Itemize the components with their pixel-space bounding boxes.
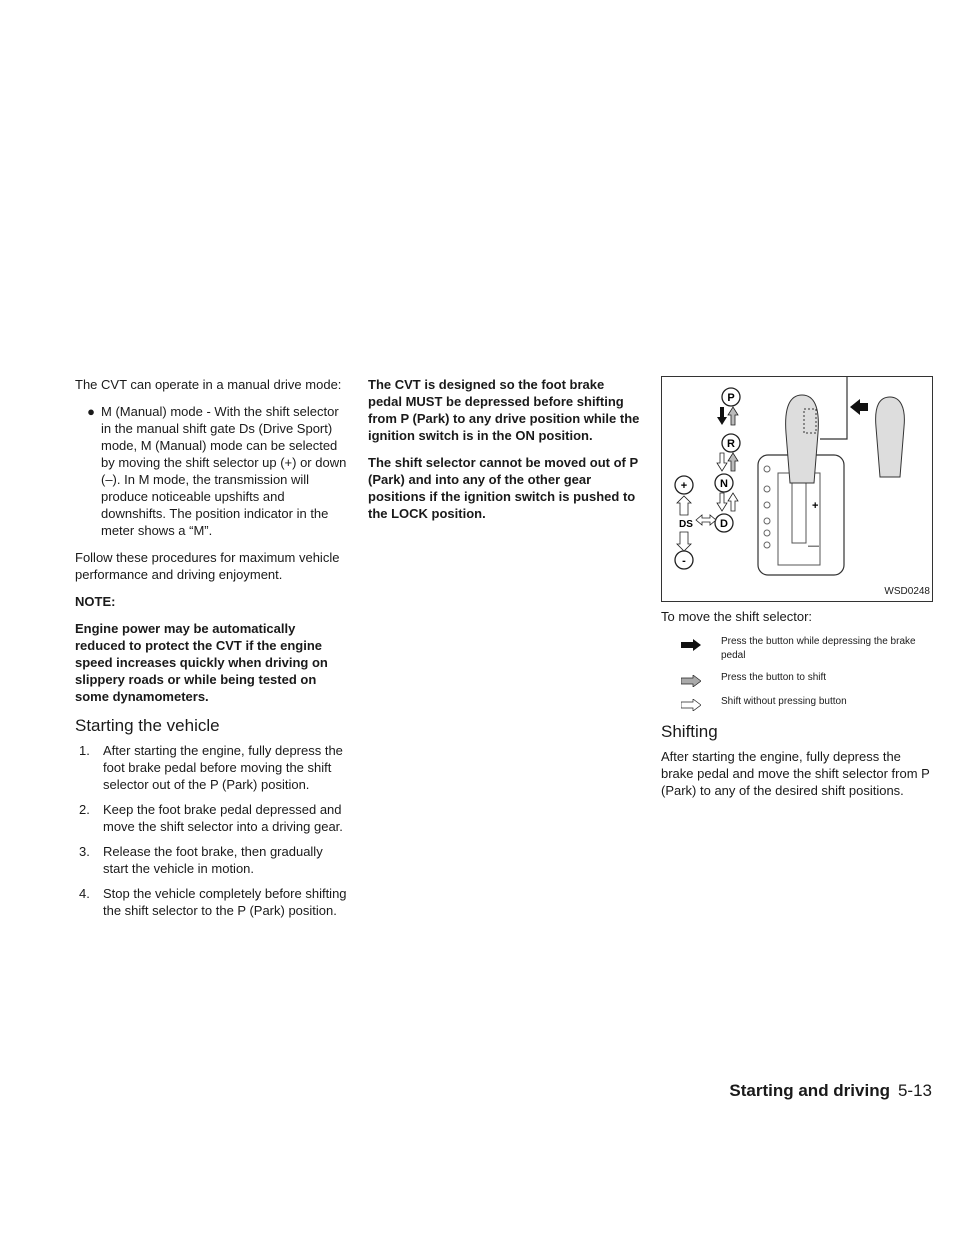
starting-steps	[75, 742, 347, 919]
right-column	[661, 376, 933, 809]
shift-knob	[786, 395, 819, 483]
inset-knob	[876, 397, 905, 477]
gate-slot	[792, 477, 806, 543]
figure-caption: To move the shift selector:	[661, 609, 813, 624]
gate-plus-label: +	[812, 500, 819, 512]
brake-warning-text: The CVT is designed so the foot brake pedal MUST be depressed before shifting from P (Park) to any drive position while the ignition switch is in the ON position.	[368, 377, 640, 443]
list-item	[75, 801, 347, 835]
outline-arrow-icon	[677, 532, 691, 551]
step-number: 3.	[79, 844, 90, 859]
manual-mode-bullet	[75, 403, 347, 539]
step-number: 1.	[79, 743, 90, 758]
intro-text: The CVT can operate in a manual drive mode:	[75, 377, 342, 392]
gear-d-label: D	[720, 518, 728, 530]
ds-label: DS	[679, 519, 693, 530]
inset-pointer	[820, 377, 847, 439]
list-item	[75, 885, 347, 919]
gear-n-label: N	[720, 478, 728, 490]
outline-arrow-icon	[677, 496, 691, 515]
note-label: NOTE:	[75, 594, 116, 609]
middle-column	[368, 376, 640, 532]
section-title: Starting and driving	[729, 1081, 890, 1100]
step-text: Stop the vehicle completely before shifting the shift selector to the P (Park) position.	[103, 886, 347, 918]
gear-indicators	[764, 466, 770, 548]
outline-arrow-icon	[717, 453, 727, 471]
gear-p-label: P	[727, 392, 735, 404]
page-number: 5-13	[897, 1081, 932, 1100]
follow-text: Follow these procedures for maximum vehicle performance and driving enjoyment.	[75, 550, 340, 582]
solid-arrow-icon	[850, 399, 868, 415]
legend-text: Press the button while depressing the brake pedal	[721, 636, 916, 661]
list-item	[75, 843, 347, 877]
legend-row	[661, 635, 933, 663]
hatched-arrow-icon	[728, 453, 738, 471]
bullet-mark: ●	[87, 404, 95, 419]
page-footer	[729, 1081, 932, 1101]
shift-diagram	[662, 377, 932, 601]
shifting-text: After starting the engine, fully depress the brake pedal and move the shift selector from P (Park) to any of the desired shift positions.	[661, 749, 930, 798]
step-text: After starting the engine, fully depress the foot brake pedal before moving the shift selector out of the P (Park) position.	[103, 743, 343, 792]
shifting-heading: Shifting	[661, 722, 718, 741]
left-column	[75, 376, 347, 927]
hatched-arrow-icon	[728, 407, 738, 425]
step-text: Keep the foot brake pedal depressed and move the shift selector into a driving gear.	[103, 802, 343, 834]
manual-mode-text: M (Manual) mode - With the shift selector in the manual shift gate Ds (Drive Sport) mode, M (Manual) mode can be selected by moving the shift selector up (+) or down (–). In M mode, the transmission will produce noticeable upshifts and downshifts. The position indicator in the meter shows a “M”.	[101, 404, 347, 538]
minus-label: -	[682, 555, 686, 567]
plus-label: +	[680, 480, 688, 492]
outline-arrow-icon	[696, 515, 716, 525]
legend-text: Press the button to shift	[721, 672, 827, 683]
shift-selector-figure	[661, 376, 933, 602]
legend-row	[661, 671, 933, 687]
outline-arrow-icon	[728, 493, 738, 511]
hatched-arrow-icon	[661, 671, 721, 687]
solid-arrow-icon	[661, 635, 721, 651]
solid-arrow-icon	[717, 407, 727, 425]
lock-warning-text: The shift selector cannot be moved out of P (Park) and into any of the other gear positions if the ignition switch is pushed to the LOCK position.	[368, 455, 638, 521]
outline-arrow-icon	[661, 695, 721, 711]
figure-code: WSD0248	[884, 586, 930, 597]
legend-row	[661, 695, 933, 711]
gate-minus-label: —	[808, 540, 819, 552]
list-item	[75, 742, 347, 793]
step-number: 4.	[79, 886, 90, 901]
outline-arrow-icon	[717, 493, 727, 511]
starting-heading: Starting the vehicle	[75, 716, 220, 735]
step-number: 2.	[79, 802, 90, 817]
legend-text: Shift without pressing button	[721, 696, 847, 707]
gear-r-label: R	[727, 438, 735, 450]
legend	[661, 635, 933, 711]
note-text: Engine power may be automatically reduced to protect the CVT if the engine speed increases quickly when driving on slippery roads or while being tested on some dynamometers.	[75, 621, 328, 704]
step-text: Release the foot brake, then gradually start the vehicle in motion.	[103, 844, 323, 876]
